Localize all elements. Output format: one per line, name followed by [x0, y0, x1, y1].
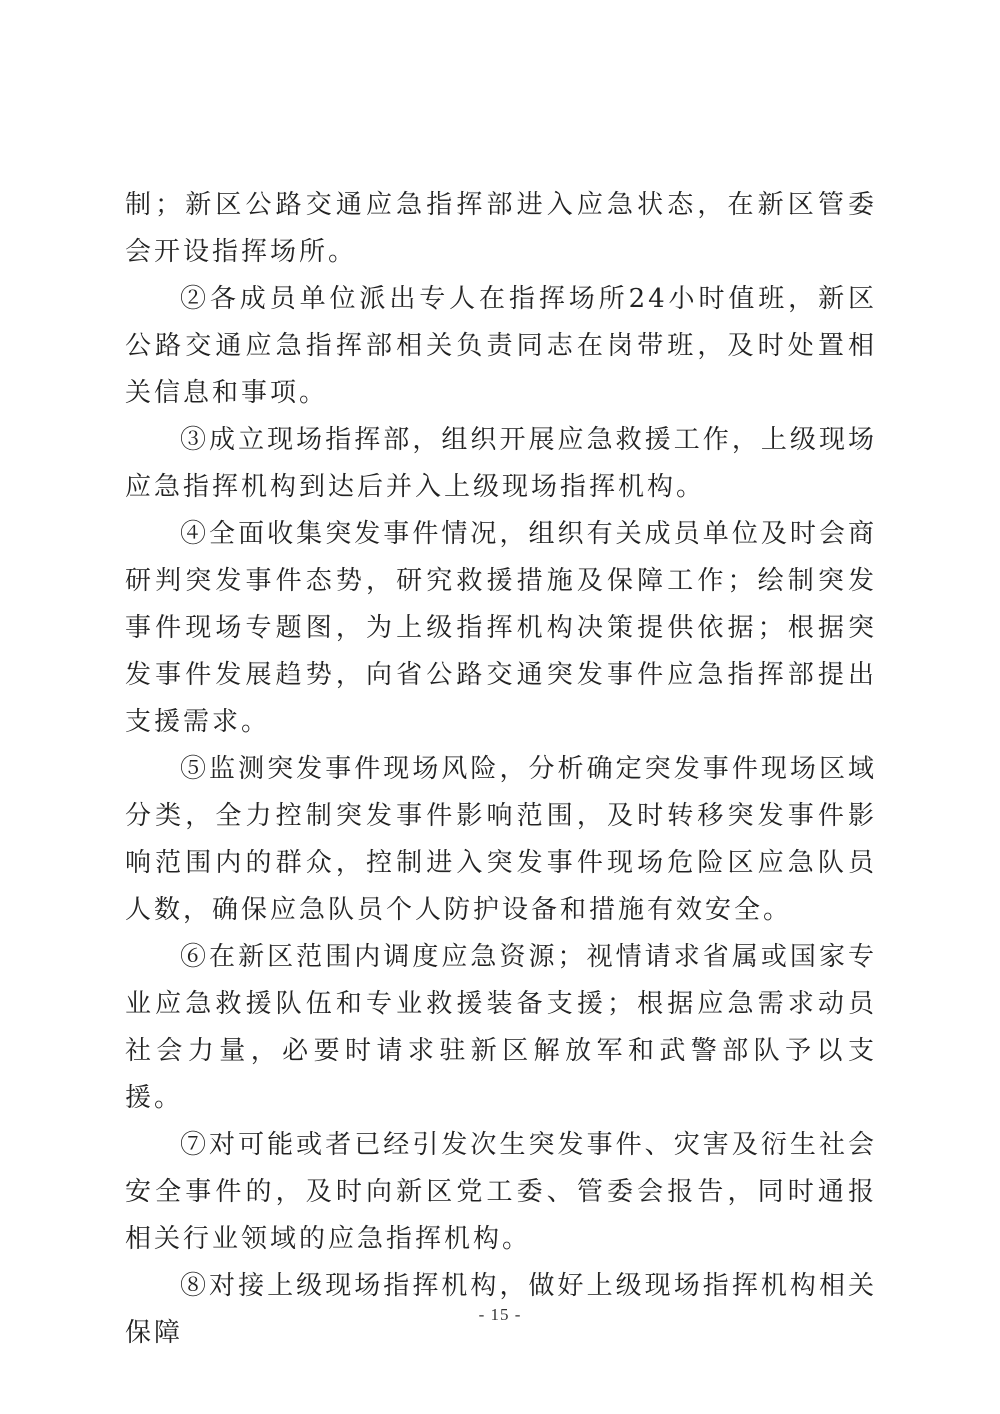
- paragraph-continuation: 制；新区公路交通应急指挥部进入应急状态，在新区管委会开设指挥场所。: [125, 190, 877, 267]
- paragraph-item-3: ③成立现场指挥部，组织开展应急救援工作，上级现场应急指挥机构到达后并入上级现场指挥机构。: [125, 425, 877, 502]
- paragraph-item-2: ②各成员单位派出专人在指挥场所24小时值班，新区公路交通应急指挥部相关负责同志在岗带班，及时处置相关信息和事项。: [125, 284, 877, 408]
- paragraph-item-4: ④全面收集突发事件情况，组织有关成员单位及时会商研判突发事件态势，研究救援措施及保障工作；绘制突发事件现场专题图，为上级指挥机构决策提供依据；根据突发事件发展趋势，向省公路交通突发事件应急指挥部提出支援需求。: [125, 519, 877, 737]
- body-text: [125, 182, 877, 1357]
- paragraph-item-5: ⑤监测突发事件现场风险，分析确定突发事件现场区域分类，全力控制突发事件影响范围，及时转移突发事件影响范围内的群众，控制进入突发事件现场危险区应急队员人数，确保应急队员个人防护设备和措施有效安全。: [125, 754, 877, 925]
- page-number: - 15 -: [478, 1305, 522, 1324]
- paragraph-item-8: ⑧对接上级现场指挥机构，做好上级现场指挥机构相关保障: [125, 1271, 877, 1348]
- paragraph-item-7: ⑦对可能或者已经引发次生突发事件、灾害及衍生社会安全事件的，及时向新区党工委、管委会报告，同时通报相关行业领域的应急指挥机构。: [125, 1130, 877, 1254]
- paragraph-item-6: ⑥在新区范围内调度应急资源；视情请求省属或国家专业应急救援队伍和专业救援装备支援；根据应急需求动员社会力量，必要时请求驻新区解放军和武警部队予以支援。: [125, 942, 877, 1113]
